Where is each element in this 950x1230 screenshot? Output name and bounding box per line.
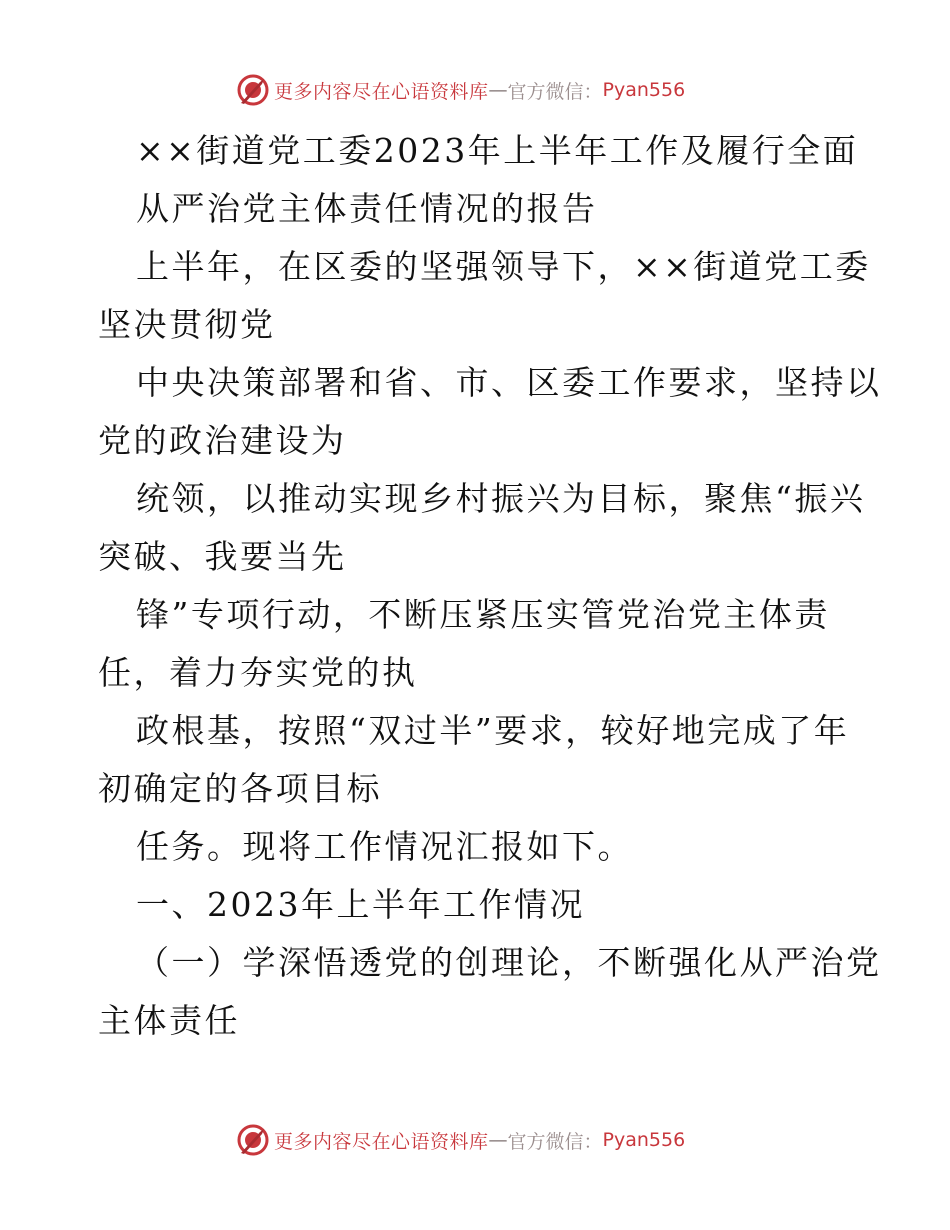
doc-line: 主体责任 bbox=[98, 1001, 240, 1040]
doc-line: 政根基，按照“双过半”要求，较好地完成了年 bbox=[136, 711, 850, 750]
doc-line: 锋”专项行动，不断压紧压实管党治党主体责 bbox=[136, 595, 830, 634]
section-heading: 一、2023年上半年工作情况 bbox=[136, 885, 585, 924]
doc-line: 党的政治建设为 bbox=[98, 421, 347, 460]
watermark-brand: 更多内容尽在心语资料库 bbox=[274, 80, 489, 103]
quill-pen-logo-icon bbox=[236, 1123, 270, 1157]
doc-line: 任，着力夯实党的执 bbox=[98, 653, 418, 692]
doc-line: 从严治党主体责任情况的报告 bbox=[136, 189, 598, 228]
watermark-label: 官方微信： bbox=[507, 1130, 603, 1153]
quill-pen-logo-icon bbox=[236, 73, 270, 107]
doc-line: 上半年，在区委的坚强领导下，××街道党工委 bbox=[136, 247, 871, 286]
watermark-label: 官方微信： bbox=[507, 80, 603, 103]
doc-line: 初确定的各项目标 bbox=[98, 769, 382, 808]
subsection-heading: （一）学深悟透党的创理论，不断强化从严治党 bbox=[136, 943, 882, 982]
doc-line: 任务。现将工作情况汇报如下。 bbox=[136, 827, 633, 866]
doc-line: 坚决贯彻党 bbox=[98, 305, 276, 344]
footer-watermark bbox=[236, 1122, 685, 1158]
doc-line: 中央决策部署和省、市、区委工作要求，坚持以 bbox=[136, 363, 882, 402]
watermark-wechat-id: Pyan556 bbox=[602, 79, 686, 101]
watermark-dash: — bbox=[488, 79, 508, 101]
watermark-dash: — bbox=[488, 1129, 508, 1151]
watermark-wechat-id: Pyan556 bbox=[602, 1129, 686, 1151]
document-body bbox=[98, 122, 882, 1050]
doc-line: ××街道党工委2023年上半年工作及履行全面 bbox=[136, 131, 859, 170]
doc-line: 突破、我要当先 bbox=[98, 537, 347, 576]
header-watermark bbox=[236, 72, 685, 108]
doc-line: 统领，以推动实现乡村振兴为目标，聚焦“振兴 bbox=[136, 479, 866, 518]
watermark-brand: 更多内容尽在心语资料库 bbox=[274, 1130, 489, 1153]
